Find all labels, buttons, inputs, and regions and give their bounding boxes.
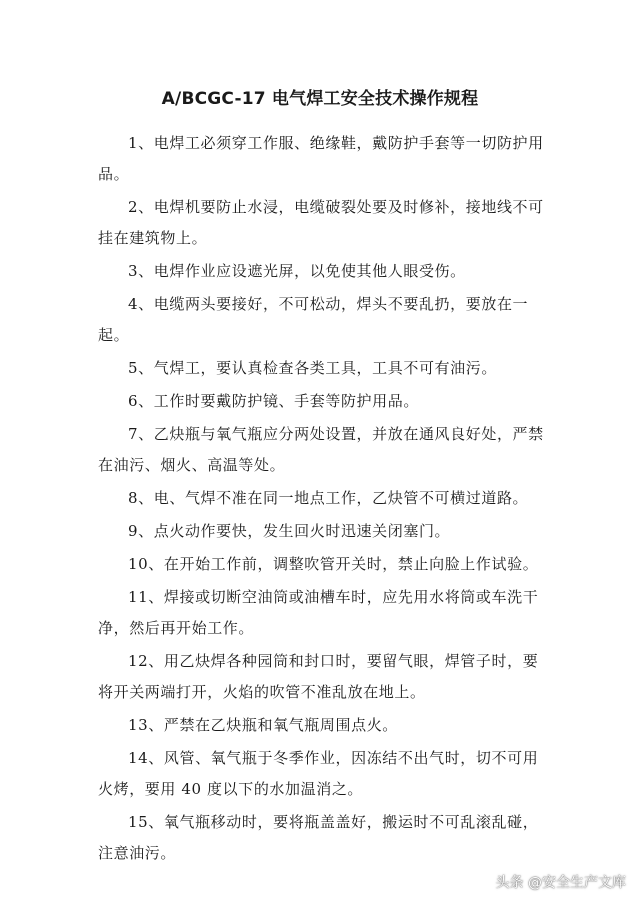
rule-item: 11、焊接或切断空油筒或油槽车时，应先用水将筒或车洗干净，然后再开始工作。 [98, 588, 539, 637]
rules-list [98, 128, 550, 871]
rule-item: 3、电焊作业应设遮光屏，以免使其他人眼受伤。 [128, 262, 466, 280]
rule-item: 9、点火动作要快，发生回火时迅速关闭塞门。 [128, 522, 451, 540]
rule-item: 8、电、气焊不准在同一地点工作，乙炔管不可横过道路。 [128, 489, 529, 507]
rule-item: 2、电焊机要防止水浸，电缆破裂处要及时修补，接地线不可挂在建筑物上。 [98, 198, 544, 247]
rule-item: 4、电缆两头要接好，不可松动，焊头不要乱扔，要放在一起。 [98, 295, 529, 344]
rule-item: 5、气焊工，要认真检查各类工具，工具不可有油污。 [128, 359, 497, 377]
rule-item: 13、严禁在乙炔瓶和氧气瓶周围点火。 [128, 716, 398, 734]
rule-item: 6、工作时要戴防护镜、手套等防护用品。 [128, 392, 419, 410]
document-title: A/BCGC-17 电气焊工安全技术操作规程 [161, 89, 479, 109]
rule-item: 7、乙炔瓶与氧气瓶应分两处设置，并放在通风良好处，严禁在油污、烟火、高温等处。 [98, 425, 544, 474]
rule-item: 1、电焊工必须穿工作服、绝缘鞋，戴防护手套等一切防护用品。 [98, 134, 544, 183]
rule-item: 12、用乙炔焊各种园筒和封口时，要留气眼，焊管子时，要将开关两端打开，火焰的吹管不准乱放在地上。 [98, 652, 539, 701]
rule-item: 15、氧气瓶移动时，要将瓶盖盖好，搬运时不可乱滚乱碰，注意油污。 [98, 813, 539, 862]
source-watermark: 头条 @安全生产文库 [495, 875, 626, 891]
rule-item: 14、风管、氧气瓶于冬季作业，因冻结不出气时，切不可用火烤，要用 40 度以下的水加温消之。 [98, 749, 539, 798]
rule-item: 10、在开始工作前，调整吹管开关时，禁止向脸上作试验。 [128, 555, 539, 573]
